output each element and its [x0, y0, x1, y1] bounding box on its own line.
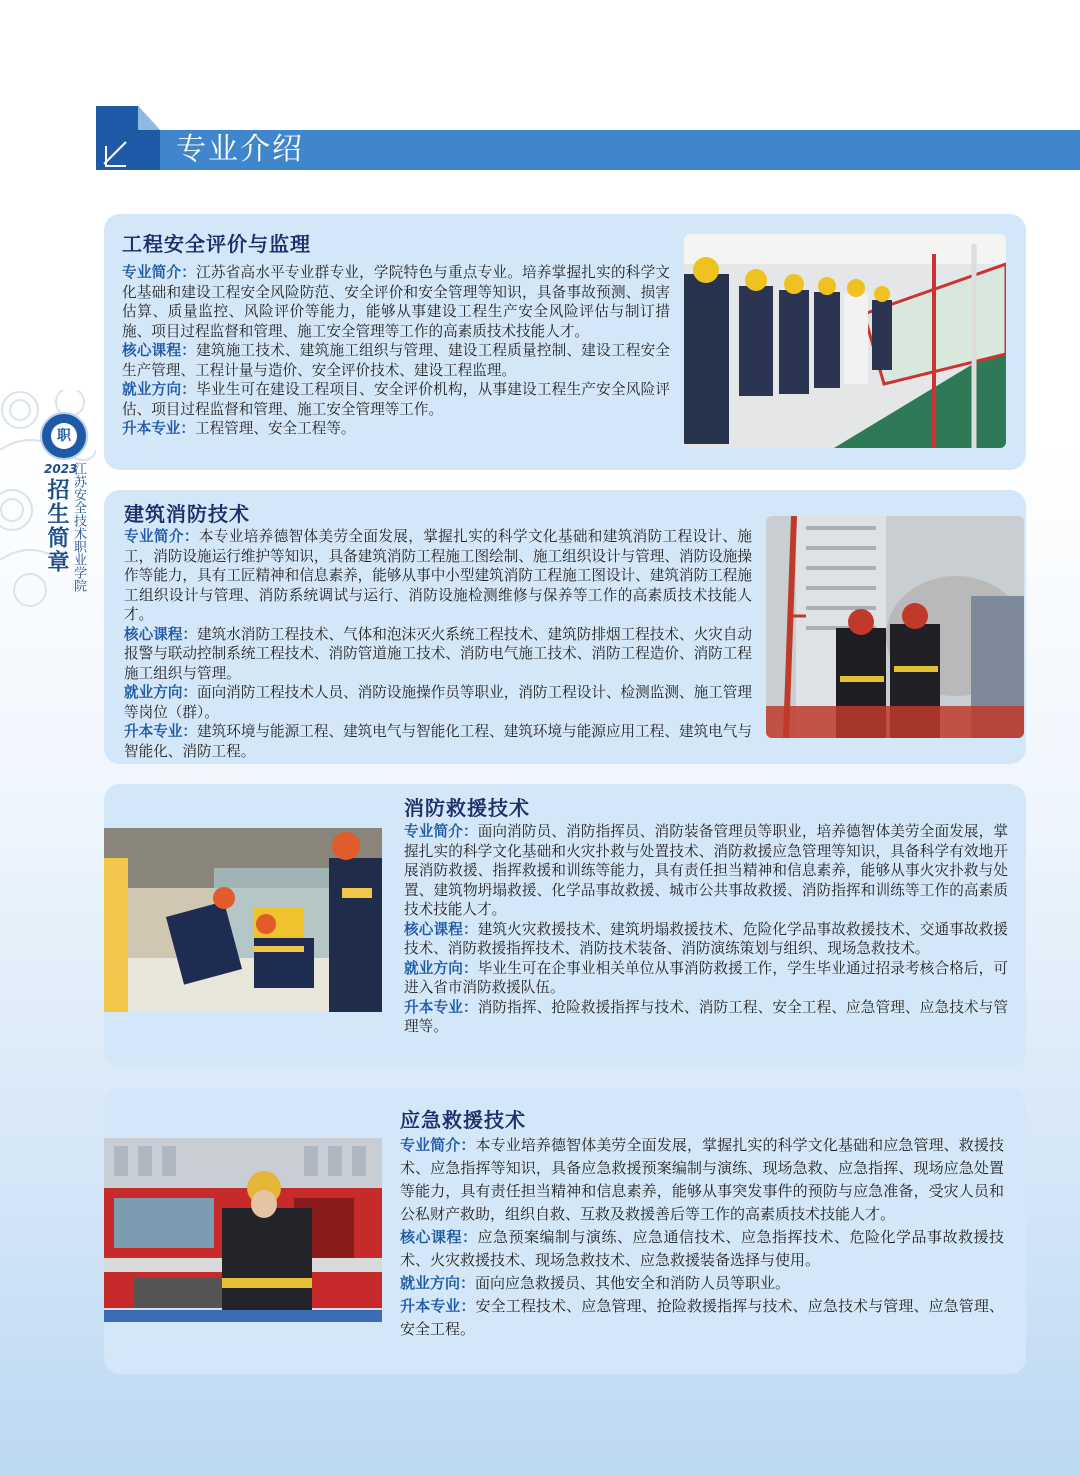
- job-text: 毕业生可在建设工程项目、安全评价机构，从事建设工程生产安全风险评估、项目过程监督和管理、施工安全管理等工作。: [122, 381, 670, 418]
- intro-label: 专业简介：: [404, 823, 478, 840]
- core-text: 应急预案编制与演练、应急通信技术、应急指挥技术、危险化学品事故救援技术、火灾救援技术、现场急救技术、应急救援装备选择与使用。: [400, 1228, 1004, 1269]
- core-text: 建筑施工技术、建筑施工组织与管理、建设工程质量控制、建设工程安全生产管理、工程计量与造价、安全评价技术、建设工程监理。: [122, 342, 670, 379]
- logo-text: 职: [51, 423, 77, 449]
- intro-text: 面向消防员、消防指挥员、消防装备管理员等职业，培养德智体美劳全面发展，掌握扎实的科学文化基础和火灾扑救与处置技术、消防救援应急管理等知识，具备科学有效地开展消防救援、指挥救援和训练等能力，具有责任担当精神和信息素养，能够从事火灾扑救与处置、建筑物坍塌救援、化学品事故救援、城市公共事故救援、消防指挥和训练等工作的高素质技术技能人才。: [404, 823, 1008, 918]
- header-decoration-icon: [96, 106, 160, 170]
- upgrade-label: 升本专业：: [404, 998, 478, 1016]
- core-text: 建筑火灾救援技术、建筑坍塌救援技术、危险化学品事故救援技术、交通事故救援技术、消防救援指挥技术、消防技术装备、消防演练策划与组织、现场急救技术。: [404, 920, 1008, 957]
- core-label: 核心课程：: [404, 920, 478, 938]
- upgrade-label: 升本专业：: [122, 420, 195, 437]
- school-name: 江苏安全技术职业学院: [71, 462, 86, 592]
- major-card-4: [104, 1088, 1026, 1374]
- intro-text: 本专业培养德智体美劳全面发展，掌握扎实的科学文化基础和应急管理、救援技术、应急指挥等知识，具备应急救援预案编制与演练、现场急救、应急指挥、现场应急处置等能力，具有责任担当精神和信息素养，能够从事突发事件的预防与应急准备，受灾人员和公私财产救助，组织自救、互救及救援善后等工作的高素质技术技能人才。: [400, 1136, 1004, 1223]
- upgrade-label: 升本专业：: [124, 723, 198, 740]
- major-card-2: [104, 490, 1026, 764]
- major-card-3: [104, 784, 1026, 1068]
- major-title: 建筑消防技术: [124, 502, 250, 526]
- major-description: [124, 527, 752, 761]
- job-label: 就业方向：: [404, 959, 478, 977]
- brochure-title: 招生简章: [44, 478, 69, 574]
- intro-label: 专业简介：: [122, 264, 197, 281]
- brochure-year: 2023: [44, 462, 78, 476]
- job-label: 就业方向：: [122, 381, 197, 398]
- page-title: 专业介绍: [176, 132, 304, 167]
- upgrade-text: 工程管理、安全工程等。: [194, 420, 356, 437]
- side-brand: [0, 390, 96, 620]
- core-label: 核心课程：: [124, 625, 198, 643]
- major-description: [404, 822, 1008, 1037]
- intro-label: 专业简介：: [400, 1136, 476, 1154]
- core-label: 核心课程：: [122, 342, 197, 359]
- intro-text: 本专业培养德智体美劳全面发展，掌握扎实的科学文化基础和建筑消防工程设计、施工，消防设施运行维护等知识，具备建筑消防工程施工图绘制、施工组织设计与管理、消防设施操作等能力，具有工匠精神和信息素养，能够从事中小型建筑消防工程施工图设计、建筑消防工程施工组织设计与管理、消防系统调试与运行、消防设施检测维修与保养等工作的高素质技术技能人才。: [124, 528, 752, 623]
- upgrade-label: 升本专业：: [400, 1297, 476, 1315]
- firefighters-highrise-photo: [766, 516, 1024, 738]
- major-description: [400, 1134, 1004, 1341]
- upgrade-text: 安全工程技术、应急管理、抢险救援指挥与技术、应急技术与管理、应急管理、安全工程。: [400, 1297, 1004, 1338]
- job-label: 就业方向：: [124, 684, 198, 701]
- construction-workers-photo: [684, 234, 1006, 448]
- core-text: 建筑水消防工程技术、气体和泡沫灭火系统工程技术、建筑防排烟工程技术、火灾自动报警与联动控制系统工程技术、消防管道施工技术、消防电气施工技术、消防工程造价、消防工程施工组织与管理。: [124, 625, 752, 682]
- upgrade-text: 建筑环境与能源工程、建筑电气与智能化工程、建筑环境与能源应用工程、建筑电气与智能化、消防工程。: [124, 723, 752, 760]
- core-label: 核心课程：: [400, 1228, 478, 1246]
- job-text: 面向消防工程技术人员、消防设施操作员等职业，消防工程设计、检测监测、施工管理等岗位（群）。: [124, 684, 752, 721]
- major-card-1: [104, 214, 1026, 470]
- job-text: 毕业生可在企事业相关单位从事消防救援工作，学生毕业通过招录考核合格后，可进入省市消防救援队伍。: [404, 959, 1008, 996]
- firefighter-truck-photo: [104, 1138, 382, 1322]
- intro-label: 专业简介：: [124, 528, 199, 545]
- major-title: 应急救援技术: [400, 1108, 526, 1132]
- major-title: 消防救援技术: [404, 796, 530, 820]
- school-logo: [40, 412, 88, 460]
- job-text: 面向应急救援员、其他安全和消防人员等职业。: [475, 1274, 791, 1292]
- rescue-training-photo: [104, 828, 382, 1012]
- intro-text: 江苏省高水平专业群专业，学院特色与重点专业。培养掌握扎实的科学文化基础和建设工程安全风险防范、安全评价和安全管理等知识，具备事故预测、损害估算、质量监控、风险评价等能力，能够从事建设工程生产安全风险评估与制订措施、项目过程监督和管理、施工安全管理等工作的高素质技术技能人才。: [122, 264, 670, 340]
- job-label: 就业方向：: [400, 1274, 476, 1292]
- major-description: [122, 263, 670, 439]
- major-title: 工程安全评价与监理: [122, 232, 311, 256]
- upgrade-text: 消防指挥、抢险救援指挥与技术、消防工程、安全工程、应急管理、应急技术与管理等。: [404, 998, 1008, 1035]
